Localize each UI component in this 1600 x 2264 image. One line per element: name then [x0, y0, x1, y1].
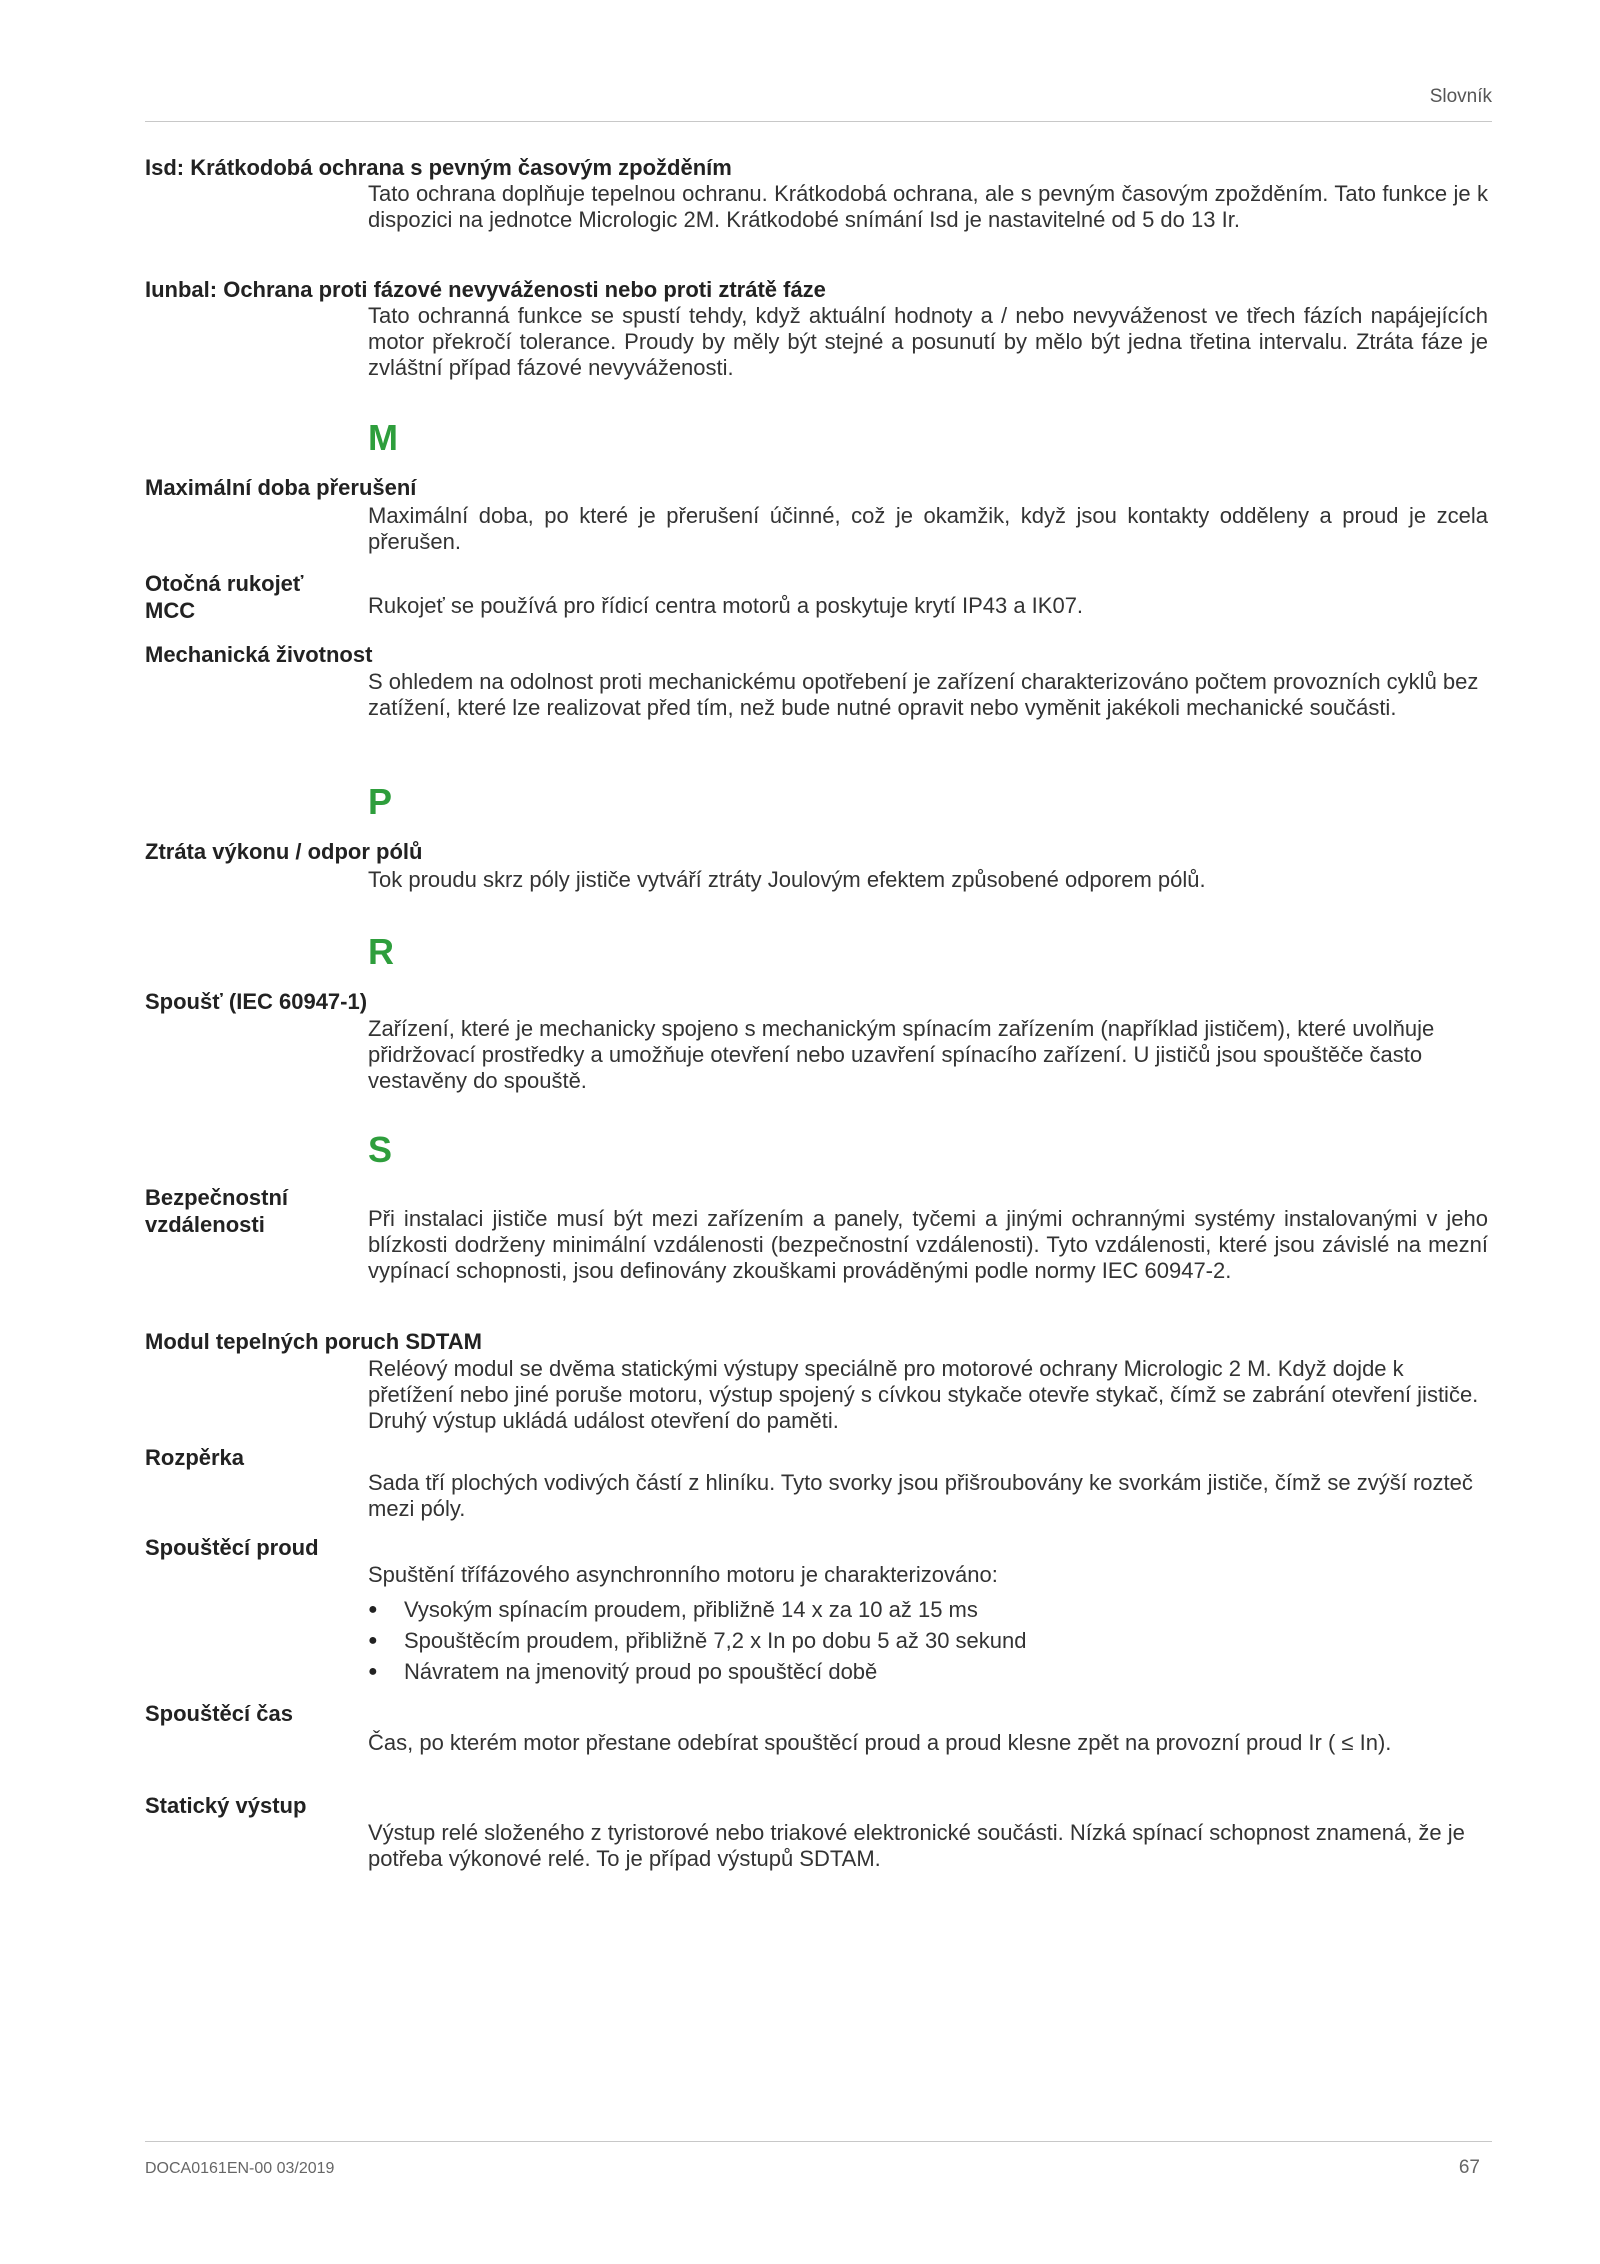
- term-ztrata-vykonu: Ztráta výkonu / odpor pólů: [145, 839, 423, 864]
- term-isd: Isd: Krátkodobá ochrana s pevným časovým zpožděním: [145, 155, 732, 180]
- term-iunbal: Iunbal: Ochrana proti fázové nevyváženosti nebo proti ztrátě fáze: [145, 277, 826, 302]
- definition-maximalni-doba-preruseni: Maximální doba, po které je přerušení účinné, což je okamžik, když jsou kontakty odděleny a proud je zcela přerušen.: [368, 503, 1488, 554]
- page-number: 67: [1458, 2157, 1480, 2178]
- list-item: ● Návratem na jmenovitý proud po spouštěcí době: [368, 1656, 1488, 1687]
- term-modul-sdtam: Modul tepelných poruch SDTAM: [145, 1329, 482, 1354]
- term-mechanicka-zivotnost: Mechanická životnost: [145, 642, 373, 667]
- footer-doc-code: DOCA0161EN-00 03/2019: [145, 2160, 335, 2177]
- definition-spousteci-proud-block: [368, 1562, 1488, 1687]
- definition-ztrata-vykonu: Tok proudu skrz póly jističe vytváří ztráty Joulovým efektem způsobené odporem pólů.: [368, 867, 1206, 892]
- section-letter-m: M: [368, 417, 398, 458]
- definition-staticky-vystup: Výstup relé složeného z tyristorové nebo triakové elektronické součásti. Nízká spínací schopnost znamená, že je potřeba výkonové relé. To je případ výstupů SDTAM.: [368, 1820, 1465, 1871]
- bullet-list: [368, 1594, 1488, 1687]
- list-item: ● Vysokým spínacím proudem, přibližně 14 x za 10 až 15 ms: [368, 1594, 1488, 1625]
- term-spousteci-proud: Spouštěcí proud: [145, 1535, 319, 1560]
- footer-divider: [145, 2141, 1492, 2142]
- term-otocna-rukojet-mcc: Otočná rukojeť MCC: [145, 571, 304, 623]
- section-letter-r: R: [368, 931, 394, 972]
- header-title: Slovník: [1429, 86, 1492, 107]
- header-divider: [145, 121, 1492, 122]
- definition-spoust: Zařízení, které je mechanicky spojeno s mechanickým spínacím zařízením (například jističem), které uvolňuje přidržovací prostředky a umožňuje otevření nebo uzavření spínacího zařízení. U jističů jsou spouštěče často vestavěny do spouště.: [368, 1016, 1435, 1093]
- definition-spousteci-cas: Čas, po kterém motor přestane odebírat spouštěcí proud a proud klesne zpět na provozní proud Ir ( ≤ In).: [368, 1730, 1392, 1755]
- term-rozperka: Rozpěrka: [145, 1445, 245, 1470]
- section-letter-s: S: [368, 1129, 393, 1170]
- definition-rozperka: Sada tří plochých vodivých částí z hliníku. Tyto svorky jsou přišroubovány ke svorkám jističe, čímž se zvýší rozteč mezi póly.: [368, 1470, 1473, 1521]
- term-spoust: Spoušť (IEC 60947-1): [145, 989, 368, 1014]
- definition-iunbal: Tato ochranná funkce se spustí tehdy, když aktuální hodnoty a / nebo nevyváženost ve třech fázích napájejících motor překročí tolerance. Proudy by měly být stejné a posunutí by mělo být jedna třetina intervalu. Ztráta fáze je zvláštní případ fázové nevyváženosti.: [368, 303, 1488, 380]
- term-spousteci-cas: Spouštěcí čas: [145, 1701, 293, 1726]
- definition-isd: Tato ochrana doplňuje tepelnou ochranu. Krátkodobá ochrana, ale s pevným časovým zpožděním. Tato funkce je k dispozici na jednotce Micrologic 2M. Krátkodobé snímání Isd je nastavitelné od 5 do 13 Ir.: [368, 181, 1488, 232]
- term-maximalni-doba-preruseni: Maximální doba přerušení: [145, 475, 417, 500]
- term-staticky-vystup: Statický výstup: [145, 1793, 307, 1818]
- definition-bezpecnostni-vzdalenosti: Při instalaci jističe musí být mezi zařízením a panely, tyčemi a jinými ochrannými systémy instalovanými v jeho blízkosti dodrženy minimální vzdálenosti (bezpečnostní vzdálenosti). Tyto vzdálenosti, které jsou závislé na mezní vypínací schopnosti, jsou definovány zkouškami prováděnými podle normy IEC 60947-2.: [368, 1206, 1488, 1283]
- definition-mechanicka-zivotnost: S ohledem na odolnost proti mechanickému opotřebení je zařízení charakterizováno počtem provozních cyklů bez zatížení, které lze realizovat před tím, než bude nutné opravit nebo vyměnit jakékoli mechanické součásti.: [368, 669, 1479, 720]
- section-letter-p: P: [368, 781, 393, 822]
- definition-modul-sdtam: Reléový modul se dvěma statickými výstupy speciálně pro motorové ochrany Micrologic 2 M. Když dojde k přetížení nebo jiné poruše motoru, výstup spojený s cívkou stykače otevře stykač, čímž se zabrání otevření jističe. Druhý výstup ukládá událost otevření do paměti.: [368, 1356, 1479, 1433]
- list-item: ● Spouštěcím proudem, přibližně 7,2 x In po dobu 5 až 30 sekund: [368, 1625, 1488, 1656]
- term-bezpecnostni-vzdalenosti: Bezpečnostní vzdálenosti: [145, 1185, 289, 1237]
- definition-spousteci-proud: Spuštění třífázového asynchronního motoru je charakterizováno:: [368, 1562, 998, 1587]
- definition-otocna-rukojet-mcc: Rukojeť se používá pro řídicí centra motorů a poskytuje krytí IP43 a IK07.: [368, 593, 1084, 618]
